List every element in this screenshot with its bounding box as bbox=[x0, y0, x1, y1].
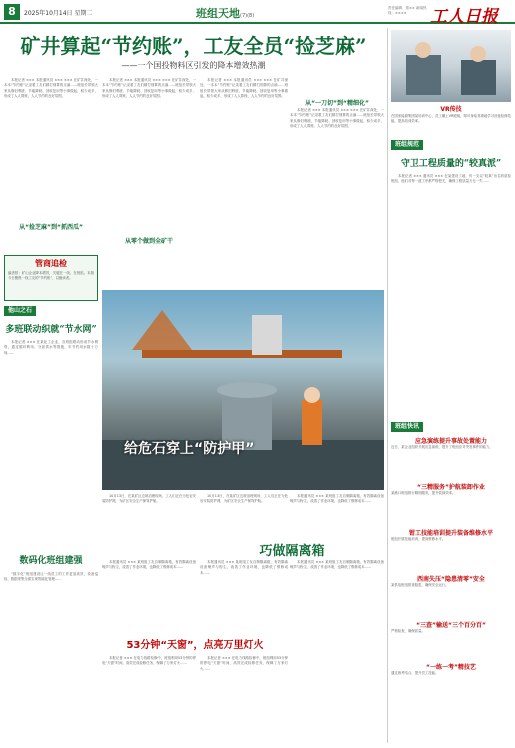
brief-item-title: 应急演练提升事故处置能力 bbox=[414, 438, 487, 445]
editor-note-box bbox=[4, 255, 98, 301]
brief-item-title: “三精服务”护航装卸作业 bbox=[417, 484, 485, 491]
bottom-story-title: 53分钟“天窗”，点亮万里灯火 bbox=[126, 640, 264, 651]
lead-body-col1 bbox=[4, 78, 98, 218]
lead-subtitle: ——一个国投物料区引发的降本增效热潮 bbox=[121, 61, 266, 70]
middle-story-text-3 bbox=[200, 560, 288, 630]
section-code: (7)(8) bbox=[240, 13, 255, 19]
middle-story-paragraph-2: 本报通讯员 ××× 某班组工友自制隔离箱，有效隔离设备噪声与粉尘，改善了作业环境，也降低了维修成本…… bbox=[102, 560, 196, 570]
bottom-story-paragraph: 本报记者 ××× 在电力线路检修中，班组利用53分钟的停电“天窗”时间，高效完成检修任务，保障了万家灯火…… bbox=[102, 656, 196, 666]
photo-caption-text bbox=[102, 494, 196, 554]
lead-intro: 本报记者 ××× 本报通讯员 ××× ××× 在矿井深处，一本本“节约账”记录着工友们精打细算的点滴……班组长带领大家从修旧利废、节能降耗、回收复用等小事做起，积少成多，形成了人人算账、人人节约的良好氛围。 bbox=[4, 78, 98, 99]
brief-item-text: 班组开展技能培训，提高维修水平。 bbox=[391, 537, 446, 541]
lead-body-col2 bbox=[102, 78, 196, 278]
bottom-story-text bbox=[102, 656, 196, 742]
photo-caption-paragraph-2: 10月13日，在某矿区边坡治理现场，工人们正在为危岩安装防护网，为矿区安全生产保驾护航。 bbox=[200, 494, 288, 504]
subhead-2: 从“一刀切”到“精细化” bbox=[305, 100, 369, 107]
column-paragraph: 本报记者 ××× 通讯员 ××× 在某建设工地，有一支以“较真”出名的质检班组，他们对每一道工序都严格把关，确保工程质量万无一失…… bbox=[391, 174, 511, 184]
brief-item-title: “三查”输送“三个百分百” bbox=[416, 622, 486, 629]
lead-intro-4: 本报记者 ××× 本报通讯员 ××× ××× 在矿井深处，一本本“节约账”记录着工友们精打细算的点滴……班组长带领大家从修旧利废、节能降耗、回收复用等小事做起，积少成多，形成了人人算账、人人节约的良好氛围。 bbox=[290, 108, 384, 129]
lead-headline: 矿井算起“节约账”，工友全员“捡芝麻” bbox=[20, 34, 367, 58]
oil-rig-illustration bbox=[102, 290, 384, 490]
masthead-info: 责任编辑：郑×× 新闻热线：×××× bbox=[388, 6, 427, 15]
newspaper-logo: 工人日报 bbox=[430, 7, 498, 27]
section-title bbox=[196, 5, 254, 21]
brief-item-text: 某港口班组推行精细服务，提升装卸效率。 bbox=[391, 491, 456, 495]
brief-item bbox=[391, 662, 511, 699]
lead-body-col3 bbox=[200, 78, 288, 278]
left-column-title-2: 数码化班组建强 bbox=[19, 556, 83, 566]
bottom-story-paragraph-2: 本报记者 ××× 在电力线路检修中，班组利用53分钟的停电“天窗”时间，高效完成检修任务，保障了万家灯火…… bbox=[200, 656, 288, 671]
section-name: 班组天地 bbox=[196, 7, 240, 20]
column-text bbox=[391, 174, 511, 419]
photo-caption-headline: 给危石穿上“防护甲” bbox=[124, 441, 255, 457]
middle-story-paragraph: 本报通讯员 ××× 某班组工友自制隔离箱，有效隔离设备噪声与粉尘，改善了作业环境，也降低了维修成本…… bbox=[290, 560, 384, 570]
brief-item-title: 西南失压“隐患清零”安全 bbox=[417, 576, 485, 583]
vr-photo bbox=[391, 30, 511, 102]
brief-item bbox=[391, 482, 511, 523]
left-column-text-2 bbox=[4, 572, 98, 742]
feature-photo bbox=[102, 290, 384, 490]
left-column-text bbox=[4, 340, 98, 550]
brief-item-text: 严格检查，确保质量。 bbox=[391, 629, 425, 633]
brief-item-text: 通过练考结合，提升员工技能。 bbox=[391, 671, 439, 675]
column-title: 守卫工程质量的“较真派” bbox=[400, 159, 502, 169]
right-column-divider bbox=[387, 28, 388, 743]
left-column-label: 他山之石 bbox=[4, 306, 36, 316]
column-label: 班组规范 bbox=[391, 140, 423, 150]
middle-story-text bbox=[290, 560, 384, 740]
editor-note-text: 编者按：矿山企业降本增效，关键在一线，在班组。本版今日聚焦一线工友的“节约账”，以飨读者。 bbox=[8, 271, 94, 281]
brief-item bbox=[391, 574, 511, 615]
left-column-title: 多班联动织就“节水网” bbox=[5, 325, 97, 335]
brief-item-text: 近日，某企业组织开展应急演练，提升了班组应对突发事件的能力。 bbox=[391, 445, 493, 449]
left-column-paragraph: 本报记者 ××× 在某化工企业，各班组联动形成节水网络，通过循环利用、分质供水等措施，年节约用水数十万吨…… bbox=[4, 340, 98, 355]
page-number: 8 bbox=[4, 4, 20, 20]
photo-caption-paragraph: 10月13日，在某矿区边坡治理现场，工人们正在为危岩安装防护网，为矿区安全生产保驾护航。 bbox=[102, 494, 196, 504]
middle-story-text-2 bbox=[102, 560, 196, 630]
vr-text: 在国家能源集团某培训中心，员工戴上VR眼镜，即可身临其境地学习设备检修技能，提高培训效率。 bbox=[391, 114, 511, 124]
lead-intro-2: 本报记者 ××× 本报通讯员 ××× ××× 在矿井深处，一本本“节约账”记录着工友们精打细算的点滴……班组长带领大家从修旧利废、节能降耗、回收复用等小事做起，积少成多，形成了人人算账、人人节约的良好氛围。 bbox=[102, 78, 196, 99]
bottom-story-text-2 bbox=[200, 656, 288, 742]
brief-item bbox=[391, 620, 511, 657]
brief-item-title: “一练一考”精技艺 bbox=[426, 664, 476, 671]
subhead-3: 从零个做到全矿干 bbox=[124, 238, 173, 245]
brief-item bbox=[391, 528, 511, 569]
middle-story-title: 巧做隔离箱 bbox=[259, 544, 325, 559]
brief-item-text: 某供电班组排查隐患，确保安全运行。 bbox=[391, 583, 449, 587]
brief-news-list bbox=[391, 436, 511, 742]
brief-item bbox=[391, 436, 511, 477]
issue-date: 2025年10月14日 星期二 bbox=[24, 10, 93, 17]
vr-title: VR传技 bbox=[440, 106, 462, 113]
brief-item-title: 钳工技能培训提升装备维修水平 bbox=[408, 530, 493, 537]
brief-news-label: 班组快讯 bbox=[391, 422, 423, 432]
editor-note-title: 管商追检 bbox=[35, 259, 67, 268]
middle-intro-paragraph: 本报通讯员 ××× 某班组工友自制隔离箱，有效隔离设备噪声与粉尘，改善了作业环境，也降低了维修成本…… bbox=[290, 494, 384, 504]
lead-intro-3: 本报记者 ××× 本报通讯员 ××× ××× 在矿井深处，一本本“节约账”记录着工友们精打细算的点滴……班组长带领大家从修旧利废、节能降耗、回收复用等小事做起，积少成多，形成了人人算账、人人节约的良好氛围。 bbox=[200, 78, 288, 99]
vr-training-illustration bbox=[391, 30, 511, 102]
subhead-1: 从“捡芝麻”到“抓西瓜” bbox=[19, 224, 83, 231]
middle-story-intro bbox=[290, 494, 384, 536]
left-column-paragraph-2: “数字化”班组建设让一线员工的工作更加高效，设备巡检、数据采集全面实现智能化管理…… bbox=[4, 572, 98, 582]
middle-story-paragraph-3: 本报通讯员 ××× 某班组工友自制隔离箱，有效隔离设备噪声与粉尘，改善了作业环境，也降低了维修成本…… bbox=[200, 560, 288, 575]
lead-body-col4 bbox=[290, 108, 384, 283]
